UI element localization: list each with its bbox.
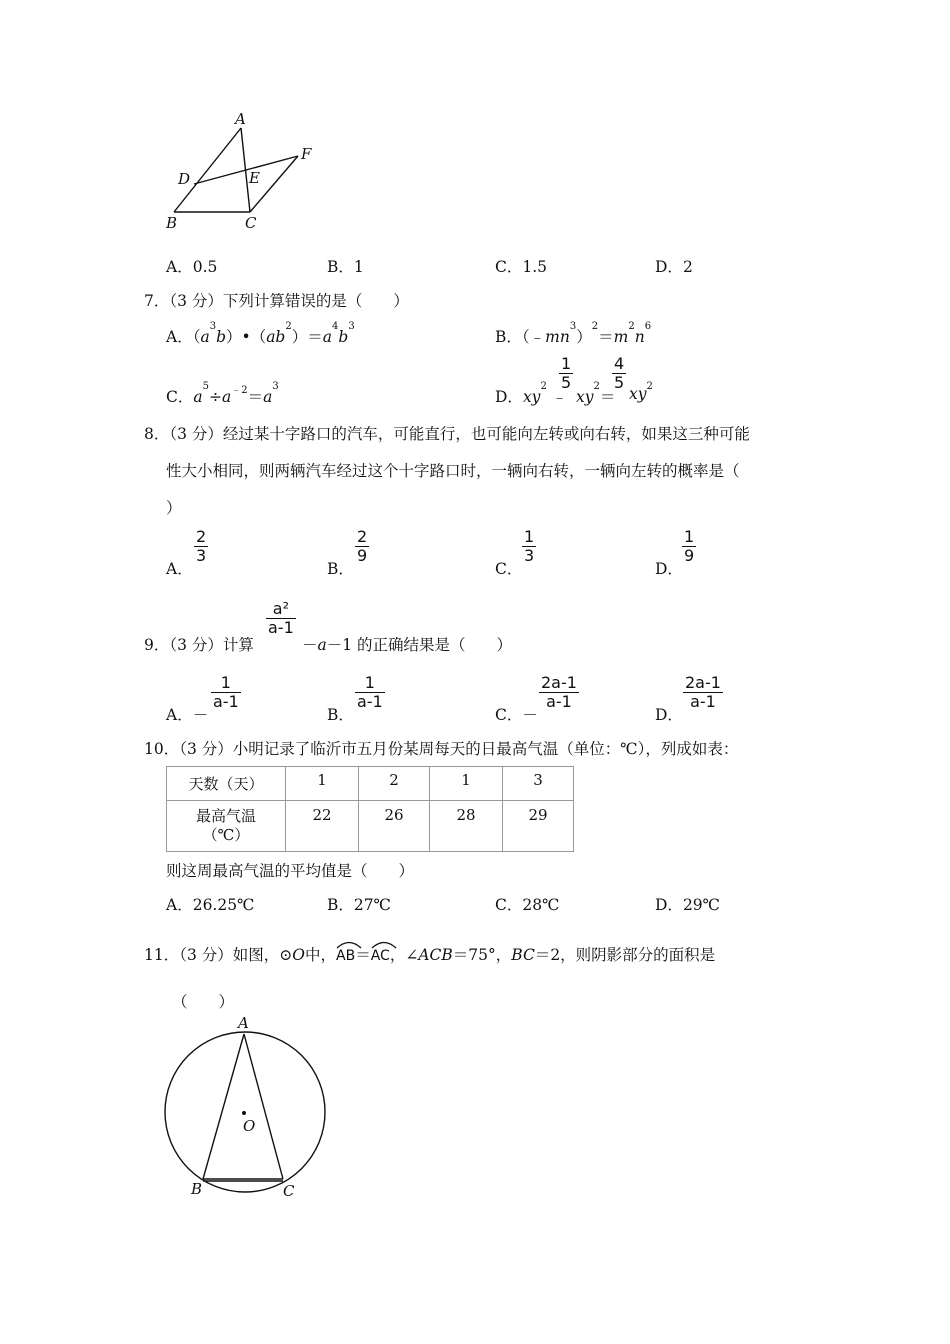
circle-name: O [292, 946, 305, 964]
q8-option-d[interactable]: D． [655, 560, 683, 578]
q10-score: （3 分） [179, 740, 233, 758]
fraction-denominator: a-1 [357, 692, 383, 712]
q6-label-a: A [235, 110, 246, 128]
table-header-temp [167, 801, 286, 852]
q7-d-fraction-1 [559, 355, 573, 392]
option-letter: B． [327, 896, 354, 914]
fraction-numerator: 1 [561, 354, 572, 373]
table-cell: 26 [359, 801, 430, 852]
option-letter: D． [655, 896, 683, 914]
fraction-numerator: 1 [684, 527, 695, 546]
angle-name: ACB [418, 946, 453, 964]
q9-number: 9． [144, 636, 170, 654]
q6-option-d[interactable] [655, 255, 693, 277]
option-letter: A． [166, 706, 193, 724]
table-cell: 22 [286, 801, 359, 852]
option-letter: D． [655, 706, 683, 724]
q10-question: 则这周最高气温的平均值是（ ） [166, 862, 415, 880]
q9-stem-suffix [302, 633, 512, 655]
q10-option-a[interactable] [166, 893, 254, 915]
q8-option-a-fraction [194, 528, 208, 565]
q10-option-d[interactable] [655, 893, 720, 915]
fraction-numerator: 1 [364, 673, 375, 692]
option-letter: A． [166, 328, 193, 346]
q10-text: 小明记录了临沂市五月份某周每天的日最高气温（单位：℃），列成如表： [232, 740, 739, 758]
fraction-numerator: 1 [220, 673, 231, 692]
fraction-denominator: 3 [524, 546, 535, 566]
table-row [167, 767, 574, 801]
q7-d-fraction-2 [612, 355, 626, 392]
q10-option-c[interactable] [495, 893, 559, 915]
q11-score: （3 分） [179, 946, 233, 964]
fraction-numerator: 2a-1 [685, 673, 721, 692]
q9-option-c-fraction [539, 674, 579, 711]
q11-label-o: O [243, 1117, 256, 1135]
fraction-denominator: a-1 [213, 692, 239, 712]
arc-ac [371, 948, 390, 964]
q11-circle-figure [155, 1010, 340, 1210]
q6-label-d: D [178, 170, 191, 188]
q6-option-c[interactable] [495, 255, 547, 277]
q6-label-f: F [301, 145, 312, 163]
q6-geometry-figure [160, 108, 330, 238]
q7-option-b[interactable]: B．$(﹣mn^3)^2=m^2n^6$ [495, 321, 652, 346]
arc-ab [336, 948, 355, 964]
fraction-numerator: 2 [357, 527, 368, 546]
option-letter: C． [166, 388, 194, 406]
fraction-numerator: 1 [524, 527, 535, 546]
table-cell: 29 [503, 801, 574, 852]
fraction-denominator: 9 [357, 546, 368, 566]
q10-stem [144, 737, 738, 759]
q8-stem-line2: 性大小相同，则两辆汽车经过这个十字路口时，一辆向右转，一辆向左转的概率是（ [166, 462, 740, 480]
q11-label-a: A [238, 1014, 249, 1032]
header-line: （℃） [202, 826, 250, 844]
arc-mark-icon [371, 939, 397, 949]
fraction-numerator: a² [272, 599, 289, 618]
q7-d-tail: $xy^2$ [629, 381, 653, 403]
q8-option-c-fraction [522, 528, 536, 565]
q11-text: 中， [305, 946, 337, 964]
q9-option-c[interactable] [495, 703, 538, 725]
table-cell: 1 [430, 767, 503, 801]
option-text: 0.5 [192, 258, 218, 276]
option-text: 28℃ [522, 896, 560, 914]
q9-stem-prefix [144, 633, 254, 655]
arc-mark-icon [336, 939, 362, 949]
q7-option-a[interactable]: A．$(a^3b)•(ab^2)=a^4b^3$ [166, 321, 355, 346]
option-letter: C． [495, 896, 523, 914]
q9-option-b[interactable] [327, 703, 354, 725]
q8-option-a[interactable]: A． [166, 560, 193, 578]
q6-option-a[interactable] [166, 255, 217, 277]
q9-text: 计算 [222, 636, 254, 654]
q8-option-c[interactable]: C． [495, 560, 523, 578]
q6-label-c: C [245, 214, 257, 232]
q11-paren: （ ） [172, 993, 235, 1011]
option-text: 1.5 [522, 258, 548, 276]
q8-option-b[interactable]: B． [327, 560, 354, 578]
table-cell: 28 [430, 801, 503, 852]
table-cell: 2 [359, 767, 430, 801]
header-line: 最高气温 [195, 807, 256, 825]
q10-number: 10． [144, 740, 180, 758]
q9-option-b-fraction [355, 674, 385, 711]
q7-score: （3 分） [169, 292, 223, 310]
option-text: 26.25℃ [192, 896, 255, 914]
q9-stem-fraction [266, 600, 296, 637]
equals-sign: ＝ [355, 946, 371, 964]
option-text: 2 [682, 258, 693, 276]
table-header-days: 天数（天） [167, 767, 286, 801]
q8-stem-line1 [144, 422, 750, 444]
fraction-denominator: 9 [684, 546, 695, 566]
fraction-denominator: a-1 [268, 618, 294, 638]
option-letter: C． [495, 258, 523, 276]
fraction-denominator: 5 [614, 373, 625, 393]
q9-option-d[interactable] [655, 703, 683, 725]
option-text: 27℃ [353, 896, 391, 914]
q6-label-b: B [166, 214, 178, 232]
q7-option-c[interactable]: C．$a^5\div a^{﹣2}=a^3$ [166, 381, 279, 406]
q11-label-c: C [283, 1182, 295, 1200]
q11-text: 如图，⊙ [232, 946, 293, 964]
fraction-numerator: 4 [614, 354, 625, 373]
option-letter: D． [495, 388, 523, 406]
q7-number: 7． [144, 292, 170, 310]
option-letter: A． [166, 258, 193, 276]
q8-score: （3 分） [169, 425, 223, 443]
q11-number: 11． [144, 946, 180, 964]
q10-option-b[interactable] [327, 893, 391, 915]
q9-option-a-fraction [211, 674, 241, 711]
q7-option-d[interactable]: D．$xy^2$ ﹣ [495, 381, 568, 406]
temperature-table [166, 766, 574, 852]
option-letter: B． [327, 258, 354, 276]
q9-score: （3 分） [169, 636, 223, 654]
minus-sign: － [302, 636, 318, 654]
option-letter: D． [655, 258, 683, 276]
segment-name: BC [511, 946, 535, 964]
q11-text: ＝2，则阴影部分的面积是 [534, 946, 716, 964]
table-row [167, 801, 574, 852]
table-cell: 1 [286, 767, 359, 801]
q9-option-d-fraction [683, 674, 723, 711]
q9-text: －1 的正确结果是（ ） [326, 636, 513, 654]
q9-option-a[interactable] [166, 703, 208, 725]
fraction-denominator: a-1 [690, 692, 716, 712]
option-sign: － [522, 706, 538, 724]
table-cell: 3 [503, 767, 574, 801]
option-text: 29℃ [682, 896, 720, 914]
fraction-denominator: a-1 [546, 692, 572, 712]
q7-question: 下列计算错误的是（ ） [222, 292, 409, 310]
option-letter: B． [495, 328, 522, 346]
q6-option-b[interactable] [327, 255, 364, 277]
q11-stem [144, 943, 715, 965]
q8-option-d-fraction [682, 528, 696, 565]
fraction-denominator: 5 [561, 373, 572, 393]
q11-label-b: B [191, 1180, 203, 1198]
variable-a: a [317, 636, 327, 654]
fraction-denominator: 3 [196, 546, 207, 566]
option-letter: A． [166, 896, 193, 914]
q11-text: ，∠ [389, 946, 419, 964]
option-letter: B． [327, 706, 354, 724]
q7-d-middle: $xy^2=$ [576, 381, 616, 406]
q8-stem-line3: ） [166, 499, 182, 517]
arc-label: AC [370, 948, 390, 964]
option-sign: － [192, 706, 209, 724]
arc-label: AB [336, 948, 356, 964]
q7-stem [144, 289, 409, 311]
q8-number: 8． [144, 425, 170, 443]
fraction-numerator: 2a-1 [541, 673, 577, 692]
q8-option-b-fraction [355, 528, 369, 565]
option-text: 1 [353, 258, 364, 276]
option-letter: C． [495, 706, 523, 724]
q6-label-e: E [249, 169, 260, 187]
q11-text: ＝75°， [452, 946, 512, 964]
q8-text: 经过某十字路口的汽车，可能直行，也可能向左转或向右转，如果这三种可能 [222, 425, 750, 443]
fraction-numerator: 2 [196, 527, 207, 546]
